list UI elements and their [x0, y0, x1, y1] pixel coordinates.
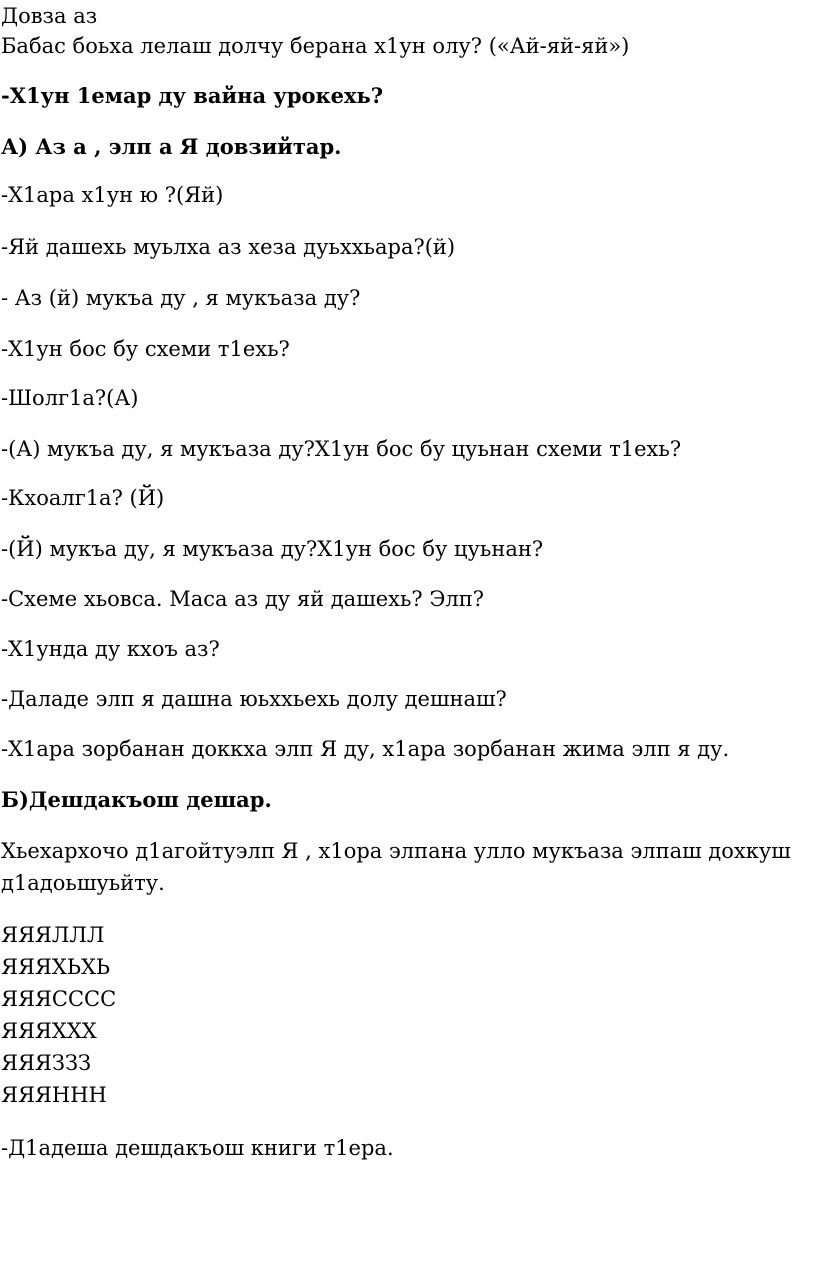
dialogue-line: -Схеме хьовса. Маса аз ду яй дашехь? Элп? — [1, 587, 485, 611]
dialogue-line: -Х1ара х1ун ю ?(Яй) — [1, 183, 224, 207]
syllable-row: ЯЯЯХЬХЬ — [1, 955, 111, 979]
dialogue-line: -Кхоалг1а? (Й) — [1, 486, 165, 510]
dialogue-line: -(Й) мукъа ду, я мукъаза ду?Х1ун бос бу цуьнан? — [1, 537, 544, 561]
syllable-row: ЯЯЯННН — [1, 1083, 107, 1107]
syllable-row: ЯЯЯЗЗЗ — [1, 1051, 92, 1075]
dialogue-line: -Шолг1а?(А) — [1, 386, 139, 410]
dialogue-line: -Х1ун бос бу схеми т1ехь? — [1, 337, 290, 361]
dialogue-line: -Х1унда ду кхоъ аз? — [1, 637, 220, 661]
dialogue-line: -Яй дашехь муьлха аз хеза дуьххьара?(й) — [1, 235, 456, 259]
dialogue-line: -Даладе элп я дашна юьххьехь долу дешнаш? — [1, 687, 507, 711]
section-a-heading: А) Аз а , элп а Я довзийтар. — [1, 134, 342, 159]
section-b-instruction: Хьехархочо д1агойтуэлп Я , х1ора элпана улло мукъаза элпаш дохкуш д1адоьшуьйту. — [1, 839, 791, 895]
closing-instruction: -Д1адеша дешдакъош книги т1ера. — [1, 1136, 394, 1160]
syllable-row: ЯЯЯСССС — [1, 987, 117, 1011]
syllable-list — [1, 919, 116, 1111]
lesson-goal-question: -Х1ун 1емар ду вайна урокехь? — [1, 83, 384, 108]
syllable-row: ЯЯЯЛЛЛ — [1, 923, 105, 947]
syllable-row: ЯЯЯХХХ — [1, 1019, 97, 1043]
document-title: Довза аз — [1, 4, 98, 28]
section-b-heading: Б)Дешдакъош дешар. — [1, 787, 272, 812]
dialogue-line: - Аз (й) мукъа ду , я мукъаза ду? — [1, 286, 361, 310]
dialogue-line: -(А) мукъа ду, я мукъаза ду?Х1ун бос бу цуьнан схеми т1ехь? — [1, 437, 682, 461]
intro-question: Бабас боьха лелаш долчу берана х1ун олу? («Ай-яй-яй») — [1, 34, 630, 58]
dialogue-line: -Х1ара зорбанан доккха элп Я ду, х1ара зорбанан жима элп я ду. — [1, 737, 730, 761]
